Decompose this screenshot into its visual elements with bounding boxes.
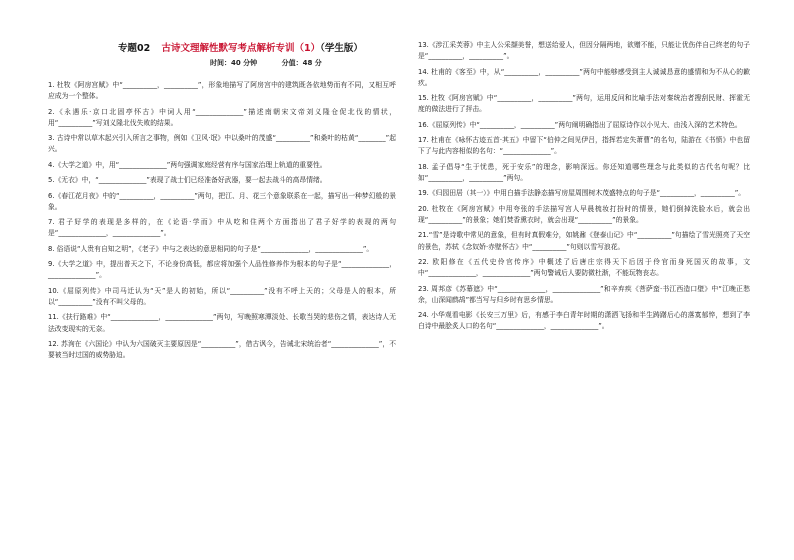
question-item: 19.《归园田居（其一）》中用白描手法静态描写房屋周围树木茂盛特点的句子是“__________，__________”。: [418, 189, 746, 198]
question-item: 17. 杜甫在《咏怀古迹五首·其五》中留下“伯仲之间见伊吕，指挥若定失萧曹”的名句，陆游在《书愤》中也留下了与此内容相似的名句：“______________”。: [418, 136, 750, 156]
question-item: 9.《大学之道》中，提出普天之下，不论身份高低，都应将加强个人品性修养作为根本的句子是“______________，______________”。: [48, 260, 396, 280]
question-item: 10.《屈原列传》中司马迁认为“天”是人的初始，所以“__________”没有不呼上天的；父母是人的根本，所以“__________”没有不叫父母的。: [48, 286, 396, 306]
time-limit: 时间：40 分钟: [210, 59, 258, 67]
question-item: 23. 周邦彦《苏幕遮》中“______________，______________”和辛弃疾《菩萨蛮·书江西造口壁》中“江晚正愁余，山深闻鹧鸪”都当写与归乡时有思乡情思。: [418, 284, 750, 304]
question-item: 16.《屈原列传》中“__________，__________”两句阐明确指出了屈原诗作以小见大、由浅入深的艺术特色。: [418, 120, 742, 129]
exam-meta: [210, 58, 344, 68]
question-item: 1. 杜牧《阿房宫赋》中“__________，__________”，形象地描写了阿房宫中的建筑既各依地势而有不同，又相互呼应成为一个整体。: [48, 81, 396, 101]
question-item: 2.《永遇乐·京口北固亭怀古》中词人用“______________”描述南朝宋文帝刘义隆仓促北伐的情状，用“__________”写刘义隆北伐失败的结果。: [48, 107, 396, 127]
question-item: 7. 君子好学的表现是多样的，在《论语·学而》中从吃和住两个方面指出了君子好学的表现的两句是“______________，______________”。: [48, 218, 396, 238]
title-suffix: （学生版）: [320, 43, 363, 54]
question-item: 18. 孟子倡导“生于忧患，死于安乐”的理念，影响深远。你还知道哪些理念与此类似的古代名句呢？比如“__________，__________”两句。: [418, 162, 750, 182]
topic-title: 古诗文理解性默写考点解析专训（1）: [161, 43, 321, 54]
question-item: 24. 小华观看电影《长安三万里》后，有感于李白青年时期的潇洒飞扬和半生踌躇后心的落寞郁悴，想到了李白诗中最脍炙人口的名句“______________，______________”。: [418, 311, 750, 331]
question-item: 8. 俗语说“人贵有自知之明”，《老子》中与之表达的意思相同的句子是“______________，______________”。: [48, 244, 374, 253]
question-item: 12. 苏洵在《六国论》中认为六国破灭主要原因是“__________”，借古讽今，告诫北宋统治者“______________”，不要被当时过国的威势胁迫。: [48, 339, 396, 360]
document-title: [118, 40, 418, 54]
question-item: 11.《扶行路难》中“______________，______________”两句，写晚照寒潭淡处、长歌当哭的悲伤之情，表达诗人无法改变现实的无奈。: [48, 313, 396, 333]
question-item: 5.《无衣》中，“______________”表现了战士们已经准备好武器，要一起去战斗的高昂情绪。: [48, 176, 327, 185]
question-item: 4.《大学之道》中，用“______________”两句强调家庭经营有序与国家治理上轨道的重要性。: [48, 160, 327, 169]
question-item: 20. 杜牧在《阿房宫赋》中用夸张的手法描写宫人早晨梳妆打扮时的情景，她们倒掉洗脸水后，就会出现“__________”的景象；她们焚香熏衣时，就会出现“__________”的景象。: [418, 204, 750, 224]
question-item: 3. 古诗中常以草木起兴引入所言之事物，例如《卫风·氓》中以桑叶的茂盛“__________”和桑叶的枯黄“________”起兴。: [48, 134, 396, 154]
right-question-column: [418, 40, 750, 337]
topic-number: 专题02: [118, 43, 151, 54]
question-item: 13.《涉江采芙蓉》中主人公采撷美誉，想送给爱人，但因分隔两地，欲赠不能，只能让优伤伴自己终老的句子是“__________，__________”。: [418, 41, 750, 61]
question-item: 21.“雪”是诗歌中常见的意象，但有时真假难分，如姚鼐《登泰山记》中“__________”句描绘了雪光照亮了天空的景色，苏轼《念奴娇·赤壁怀古》中“__________”句则以雪写浪花。: [418, 231, 750, 251]
question-item: 6.《春江花月夜》中的“__________，__________”两句，把江、月、花三个意象联系在一起，描写出一种梦幻般的景象。: [48, 191, 396, 211]
question-item: 14. 杜甫的《客至》中，从“__________，__________”两句中能够感受到主人诚诚恳意的盛情和为不从心的歉疚。: [418, 67, 750, 87]
total-score: 分值：48 分: [281, 59, 322, 67]
question-item: 15. 杜牧《阿房宫赋》中“__________，__________”两句，运用反问和比喻手法对秦统治者搜刮民财、挥霍无度的做法进行了抨击。: [418, 94, 750, 114]
question-item: 22. 欧阳修在《五代史伶官传序》中概述了后唐庄宗得天下后因于伶官而身死国灭的故事，文中“______________，______________”两句警诫后人要防微杜渐，不能玩物丧志。: [418, 257, 750, 278]
left-question-column: [48, 80, 396, 366]
